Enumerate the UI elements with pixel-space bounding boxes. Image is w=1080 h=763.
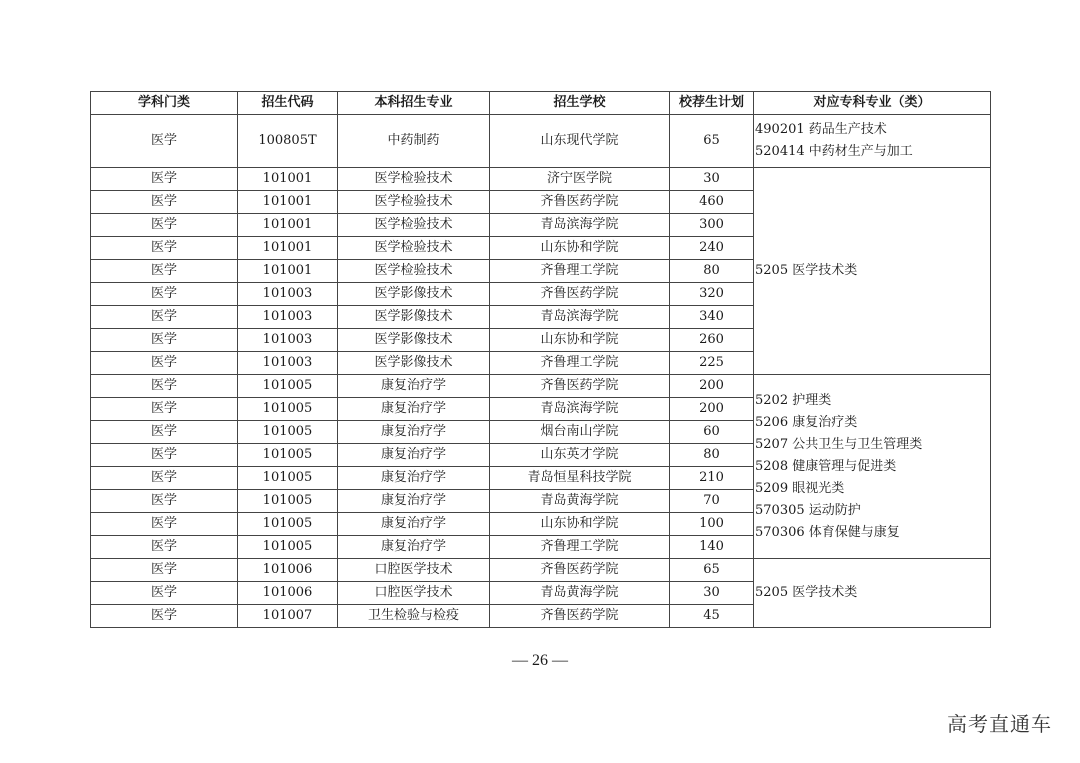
- header-cell-mapping: 对应专科专业（类）: [754, 92, 991, 115]
- cell-school: 齐鲁医药学院: [490, 605, 670, 628]
- cell-mapping: [754, 559, 991, 628]
- cell-plan: 240: [670, 237, 754, 260]
- cell-code: 101005: [238, 467, 338, 490]
- cell-major: 医学检验技术: [338, 237, 490, 260]
- cell-plan: 460: [670, 191, 754, 214]
- header-cell-code: 招生代码: [238, 92, 338, 115]
- table-row: [91, 168, 991, 191]
- cell-code: 101005: [238, 398, 338, 421]
- cell-code: 101003: [238, 352, 338, 375]
- cell-school: 齐鲁医药学院: [490, 375, 670, 398]
- header-cell-school: 招生学校: [490, 92, 670, 115]
- cell-category: 医学: [91, 191, 238, 214]
- cell-mapping: [754, 115, 991, 168]
- cell-school: 青岛滨海学院: [490, 214, 670, 237]
- cell-category: 医学: [91, 398, 238, 421]
- cell-major: 康复治疗学: [338, 490, 490, 513]
- cell-category: 医学: [91, 444, 238, 467]
- cell-plan: 260: [670, 329, 754, 352]
- table-row: [91, 559, 991, 582]
- cell-school: 齐鲁理工学院: [490, 260, 670, 283]
- mapping-line: 5206 康复治疗类: [755, 414, 858, 430]
- cell-code: 101005: [238, 490, 338, 513]
- mapping-line: 5205 医学技术类: [755, 263, 858, 278]
- header-cell-category: 学科门类: [91, 92, 238, 115]
- cell-code: 101001: [238, 191, 338, 214]
- cell-category: 医学: [91, 605, 238, 628]
- cell-plan: 140: [670, 536, 754, 559]
- cell-school: 山东协和学院: [490, 329, 670, 352]
- cell-plan: 60: [670, 421, 754, 444]
- cell-category: 医学: [91, 237, 238, 260]
- cell-school: 青岛黄海学院: [490, 582, 670, 605]
- cell-school: 青岛黄海学院: [490, 490, 670, 513]
- cell-code: 101005: [238, 421, 338, 444]
- cell-plan: 225: [670, 352, 754, 375]
- cell-code: 101005: [238, 513, 338, 536]
- header-cell-plan: 校荐生计划: [670, 92, 754, 115]
- cell-school: 山东协和学院: [490, 237, 670, 260]
- cell-category: 医学: [91, 214, 238, 237]
- mapping-line: 490201 药品生产技术: [755, 122, 887, 137]
- mapping-line: 5207 公共卫生与卫生管理类: [755, 436, 923, 452]
- cell-code: 101005: [238, 444, 338, 467]
- mapping-line: 5208 健康管理与促进类: [755, 458, 897, 474]
- cell-school: 山东协和学院: [490, 513, 670, 536]
- cell-school: 齐鲁医药学院: [490, 283, 670, 306]
- cell-category: 医学: [91, 168, 238, 191]
- cell-major: 康复治疗学: [338, 444, 490, 467]
- table-row: [91, 115, 991, 168]
- cell-plan: 45: [670, 605, 754, 628]
- cell-major: 康复治疗学: [338, 536, 490, 559]
- cell-plan: 200: [670, 398, 754, 421]
- cell-category: 医学: [91, 375, 238, 398]
- cell-category: 医学: [91, 283, 238, 306]
- cell-major: 医学影像技术: [338, 352, 490, 375]
- table-header-row: [91, 92, 991, 115]
- cell-code: 101005: [238, 536, 338, 559]
- cell-major: 医学检验技术: [338, 214, 490, 237]
- cell-major: 医学检验技术: [338, 260, 490, 283]
- cell-major: 卫生检验与检疫: [338, 605, 490, 628]
- cell-code: 101001: [238, 237, 338, 260]
- cell-major: 康复治疗学: [338, 398, 490, 421]
- cell-mapping: [754, 168, 991, 375]
- cell-code: 101003: [238, 306, 338, 329]
- cell-code: 101003: [238, 283, 338, 306]
- cell-code: 101007: [238, 605, 338, 628]
- cell-plan: 30: [670, 168, 754, 191]
- cell-major: 中药制药: [338, 115, 490, 168]
- cell-category: 医学: [91, 421, 238, 444]
- cell-major: 医学影像技术: [338, 306, 490, 329]
- cell-category: 医学: [91, 260, 238, 283]
- cell-category: 医学: [91, 352, 238, 375]
- cell-category: 医学: [91, 536, 238, 559]
- cell-school: 青岛滨海学院: [490, 306, 670, 329]
- cell-code: 101005: [238, 375, 338, 398]
- admission-plan-table: [90, 91, 991, 628]
- mapping-line: 520414 中药材生产与加工: [755, 144, 913, 159]
- mapping-line: 570306 体育保健与康复: [755, 524, 900, 540]
- cell-plan: 200: [670, 375, 754, 398]
- page-number: — 26 —: [512, 652, 568, 669]
- cell-school: 济宁医学院: [490, 168, 670, 191]
- cell-school: 齐鲁医药学院: [490, 559, 670, 582]
- cell-major: 康复治疗学: [338, 513, 490, 536]
- cell-plan: 30: [670, 582, 754, 605]
- cell-school: 青岛滨海学院: [490, 398, 670, 421]
- cell-code: 101006: [238, 559, 338, 582]
- cell-code: 101006: [238, 582, 338, 605]
- cell-category: 医学: [91, 559, 238, 582]
- watermark-text: 高考直通车: [947, 712, 1052, 736]
- cell-plan: 210: [670, 467, 754, 490]
- cell-category: 医学: [91, 306, 238, 329]
- cell-category: 医学: [91, 115, 238, 168]
- cell-plan: 100: [670, 513, 754, 536]
- cell-plan: 80: [670, 260, 754, 283]
- cell-category: 医学: [91, 513, 238, 536]
- cell-plan: 300: [670, 214, 754, 237]
- cell-major: 医学影像技术: [338, 329, 490, 352]
- cell-major: 口腔医学技术: [338, 582, 490, 605]
- cell-major: 康复治疗学: [338, 375, 490, 398]
- cell-plan: 65: [670, 559, 754, 582]
- cell-code: 101003: [238, 329, 338, 352]
- cell-category: 医学: [91, 329, 238, 352]
- cell-school: 山东英才学院: [490, 444, 670, 467]
- cell-school: 齐鲁医药学院: [490, 191, 670, 214]
- cell-school: 山东现代学院: [490, 115, 670, 168]
- table-row: [91, 375, 991, 398]
- cell-category: 医学: [91, 490, 238, 513]
- mapping-line: 5209 眼视光类: [755, 480, 845, 496]
- cell-major: 康复治疗学: [338, 467, 490, 490]
- cell-category: 医学: [91, 582, 238, 605]
- header-cell-major: 本科招生专业: [338, 92, 490, 115]
- cell-code: 101001: [238, 214, 338, 237]
- cell-school: 青岛恒星科技学院: [490, 467, 670, 490]
- cell-code: 101001: [238, 168, 338, 191]
- mapping-line: 5205 医学技术类: [755, 585, 858, 600]
- cell-major: 口腔医学技术: [338, 559, 490, 582]
- cell-plan: 80: [670, 444, 754, 467]
- cell-plan: 320: [670, 283, 754, 306]
- cell-mapping: [754, 375, 991, 559]
- cell-code: 100805T: [238, 115, 338, 168]
- cell-major: 医学检验技术: [338, 168, 490, 191]
- cell-plan: 340: [670, 306, 754, 329]
- cell-major: 康复治疗学: [338, 421, 490, 444]
- cell-major: 医学检验技术: [338, 191, 490, 214]
- cell-plan: 65: [670, 115, 754, 168]
- cell-school: 烟台南山学院: [490, 421, 670, 444]
- cell-category: 医学: [91, 467, 238, 490]
- mapping-line: 5202 护理类: [755, 392, 832, 408]
- cell-school: 齐鲁理工学院: [490, 352, 670, 375]
- cell-school: 齐鲁理工学院: [490, 536, 670, 559]
- cell-plan: 70: [670, 490, 754, 513]
- table-body: [91, 115, 991, 628]
- mapping-line: 570305 运动防护: [755, 502, 861, 518]
- cell-code: 101001: [238, 260, 338, 283]
- cell-major: 医学影像技术: [338, 283, 490, 306]
